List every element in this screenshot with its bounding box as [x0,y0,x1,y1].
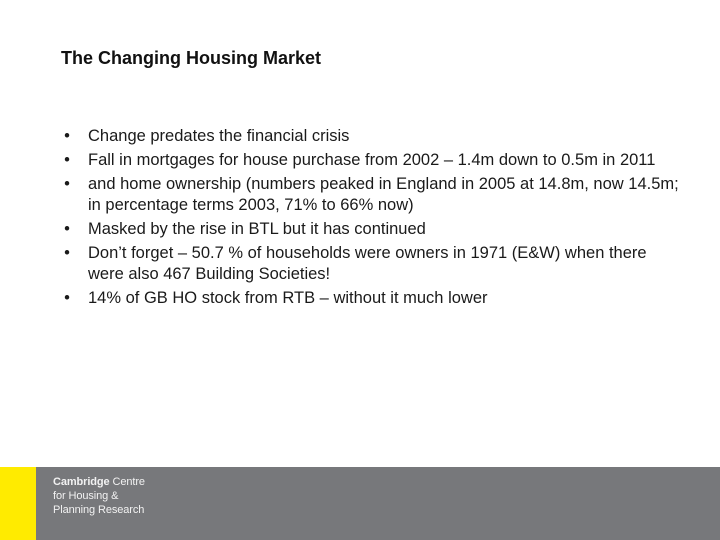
logo-line-3: Planning Research [53,504,145,516]
accent-yellow-bar [0,467,36,540]
bullet-dot: • [64,244,70,262]
bullet-dot: • [64,127,70,145]
bullet-item [60,126,680,147]
logo-line-1-rest: Centre [109,476,145,488]
bullet-item [60,219,680,240]
bullet-text: Masked by the rise in BTL but it has continued [88,220,426,238]
bullet-dot: • [64,289,70,307]
bullet-text: Fall in mortgages for house purchase from 2002 – 1.4m down to 0.5m in 2011 [88,151,656,169]
bullet-item [60,288,680,309]
bullet-dot: • [64,220,70,238]
bullet-text: 14% of GB HO stock from RTB – without it much lower [88,289,488,307]
bullet-item [60,150,680,171]
bullet-dot: • [64,175,70,193]
bullet-item [60,174,680,216]
footer-bar [0,467,720,540]
bullet-text: Change predates the financial crisis [88,127,350,145]
cchpr-logo [53,475,145,517]
bullet-list [60,126,680,312]
slide-title: The Changing Housing Market [61,48,322,68]
bullet-item [60,243,680,285]
bullet-text: Don’t forget – 50.7 % of households were owners in 1971 (E&W) when there were also 467 Building Societies! [88,244,647,283]
logo-bold-word: Cambridge [53,476,110,488]
logo-line-2: for Housing & [53,490,119,502]
logo-line-1 [53,475,145,489]
bullet-dot: • [64,151,70,169]
bullet-text: and home ownership (numbers peaked in England in 2005 at 14.8m, now 14.5m; in percentage terms 2003, 71% to 66% now) [88,175,679,214]
